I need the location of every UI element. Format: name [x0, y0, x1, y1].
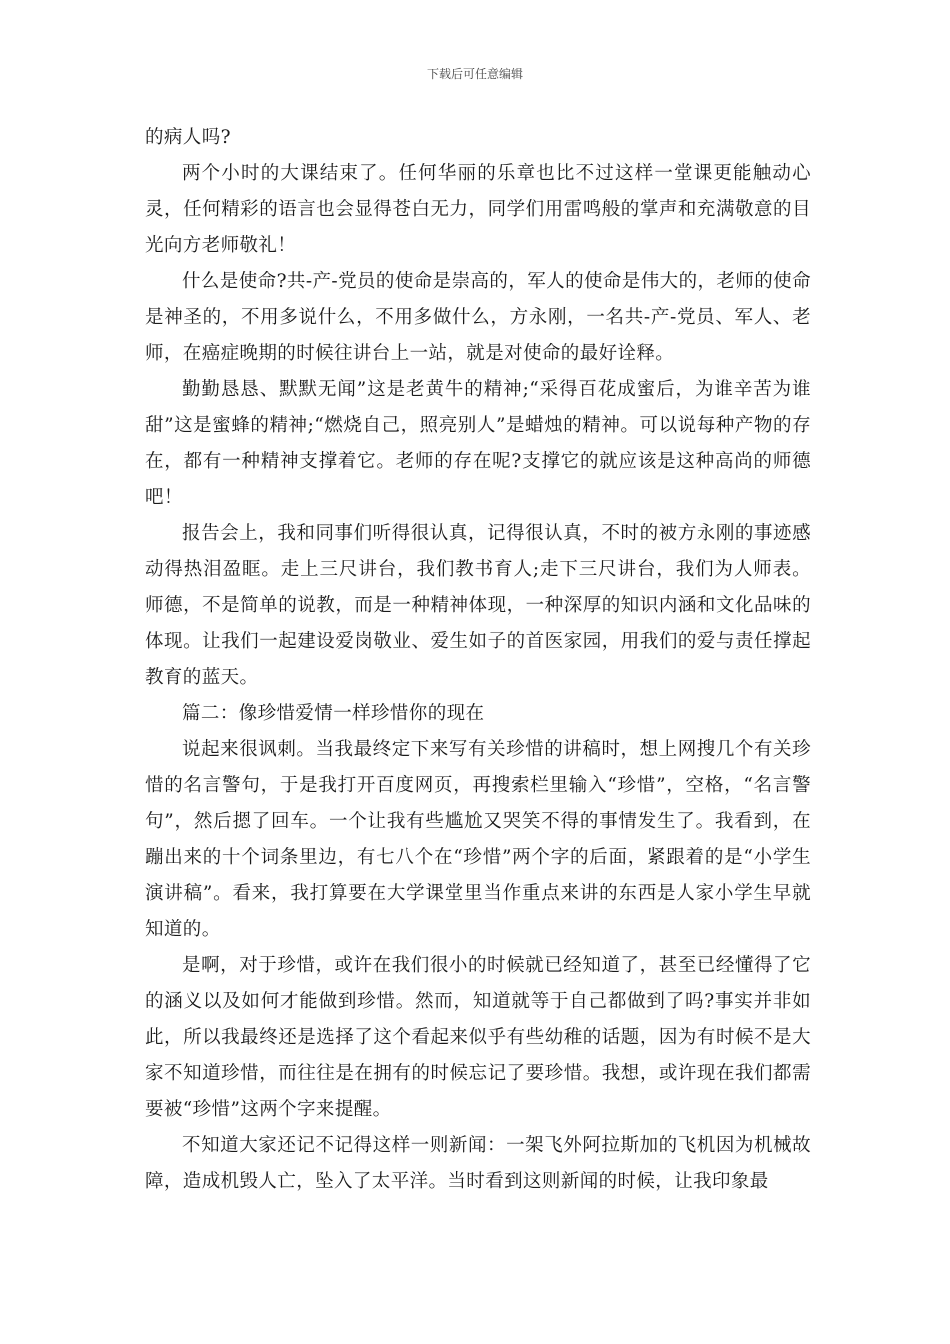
paragraph: 的病人吗? — [145, 127, 231, 148]
paragraph: 什么是使命?共-产-党员的使命是崇高的，军人的使命是伟大的，老师的使命是神圣的，不用多说什么，不用多做什么，方永刚，一名共-产-党员、军人、老师，在癌症晚期的时候往讲台上一站，就是对使命的最好诠释。 — [145, 271, 811, 364]
document-body — [145, 120, 811, 1200]
paragraph: 勤勤恳恳、默默无闻”这是老黄牛的精神;“采得百花成蜜后，为谁辛苦为谁甜”这是蜜蜂的精神;“燃烧自己，照亮别人”是蜡烛的精神。可以说每种产物的存在，都有一种精神支撑着它。老师的存在呢?支撑它的就应该是这种高尚的师德吧！ — [145, 379, 811, 508]
paragraph: 是啊，对于珍惜，或许在我们很小的时候就已经知道了，甚至已经懂得了它的涵义以及如何才能做到珍惜。然而，知道就等于自己都做到了吗?事实并非如此，所以我最终还是选择了这个看起来似乎有些幼稚的话题，因为有时候不是大家不知道珍惜，而往往是在拥有的时候忘记了要珍惜。我想，或许现在我们都需要被“珍惜”这两个字来提醒。 — [145, 955, 811, 1120]
paragraph: 报告会上，我和同事们听得很认真，记得很认真，不时的被方永刚的事迹感动得热泪盈眶。走上三尺讲台，我们教书育人;走下三尺讲台，我们为人师表。师德，不是简单的说教，而是一种精神体现，一种深厚的知识内涵和文化品味的体现。让我们一起建设爱岗敬业、爱生如子的首医家园，用我们的爱与责任撑起教育的蓝天。 — [145, 523, 811, 688]
paragraph: 两个小时的大课结束了。任何华丽的乐章也比不过这样一堂课更能触动心灵，任何精彩的语言也会显得苍白无力，同学们用雷鸣般的掌声和充满敬意的目光向方老师敬礼！ — [145, 163, 811, 256]
page-header: 下载后可任意编辑 — [426, 67, 523, 81]
section-heading: 篇二：像珍惜爱情一样珍惜你的现在 — [182, 703, 485, 724]
paragraph: 不知道大家还记不记得这样一则新闻：一架飞外阿拉斯加的飞机因为机械故障，造成机毁人亡，坠入了太平洋。当时看到这则新闻的时候，让我印象最 — [145, 1135, 811, 1192]
paragraph: 说起来很讽刺。当我最终定下来写有关珍惜的讲稿时，想上网搜几个有关珍惜的名言警句，于是我打开百度网页，再搜索栏里输入“珍惜”，空格，“名言警句”，然后摁了回车。一个让我有些尴尬又哭笑不得的事情发生了。我看到，在蹦出来的十个词条里边，有七八个在“珍惜”两个字的后面，紧跟着的是“小学生演讲稿”。看来，我打算要在大学课堂里当作重点来讲的东西是人家小学生早就知道的。 — [145, 739, 811, 940]
